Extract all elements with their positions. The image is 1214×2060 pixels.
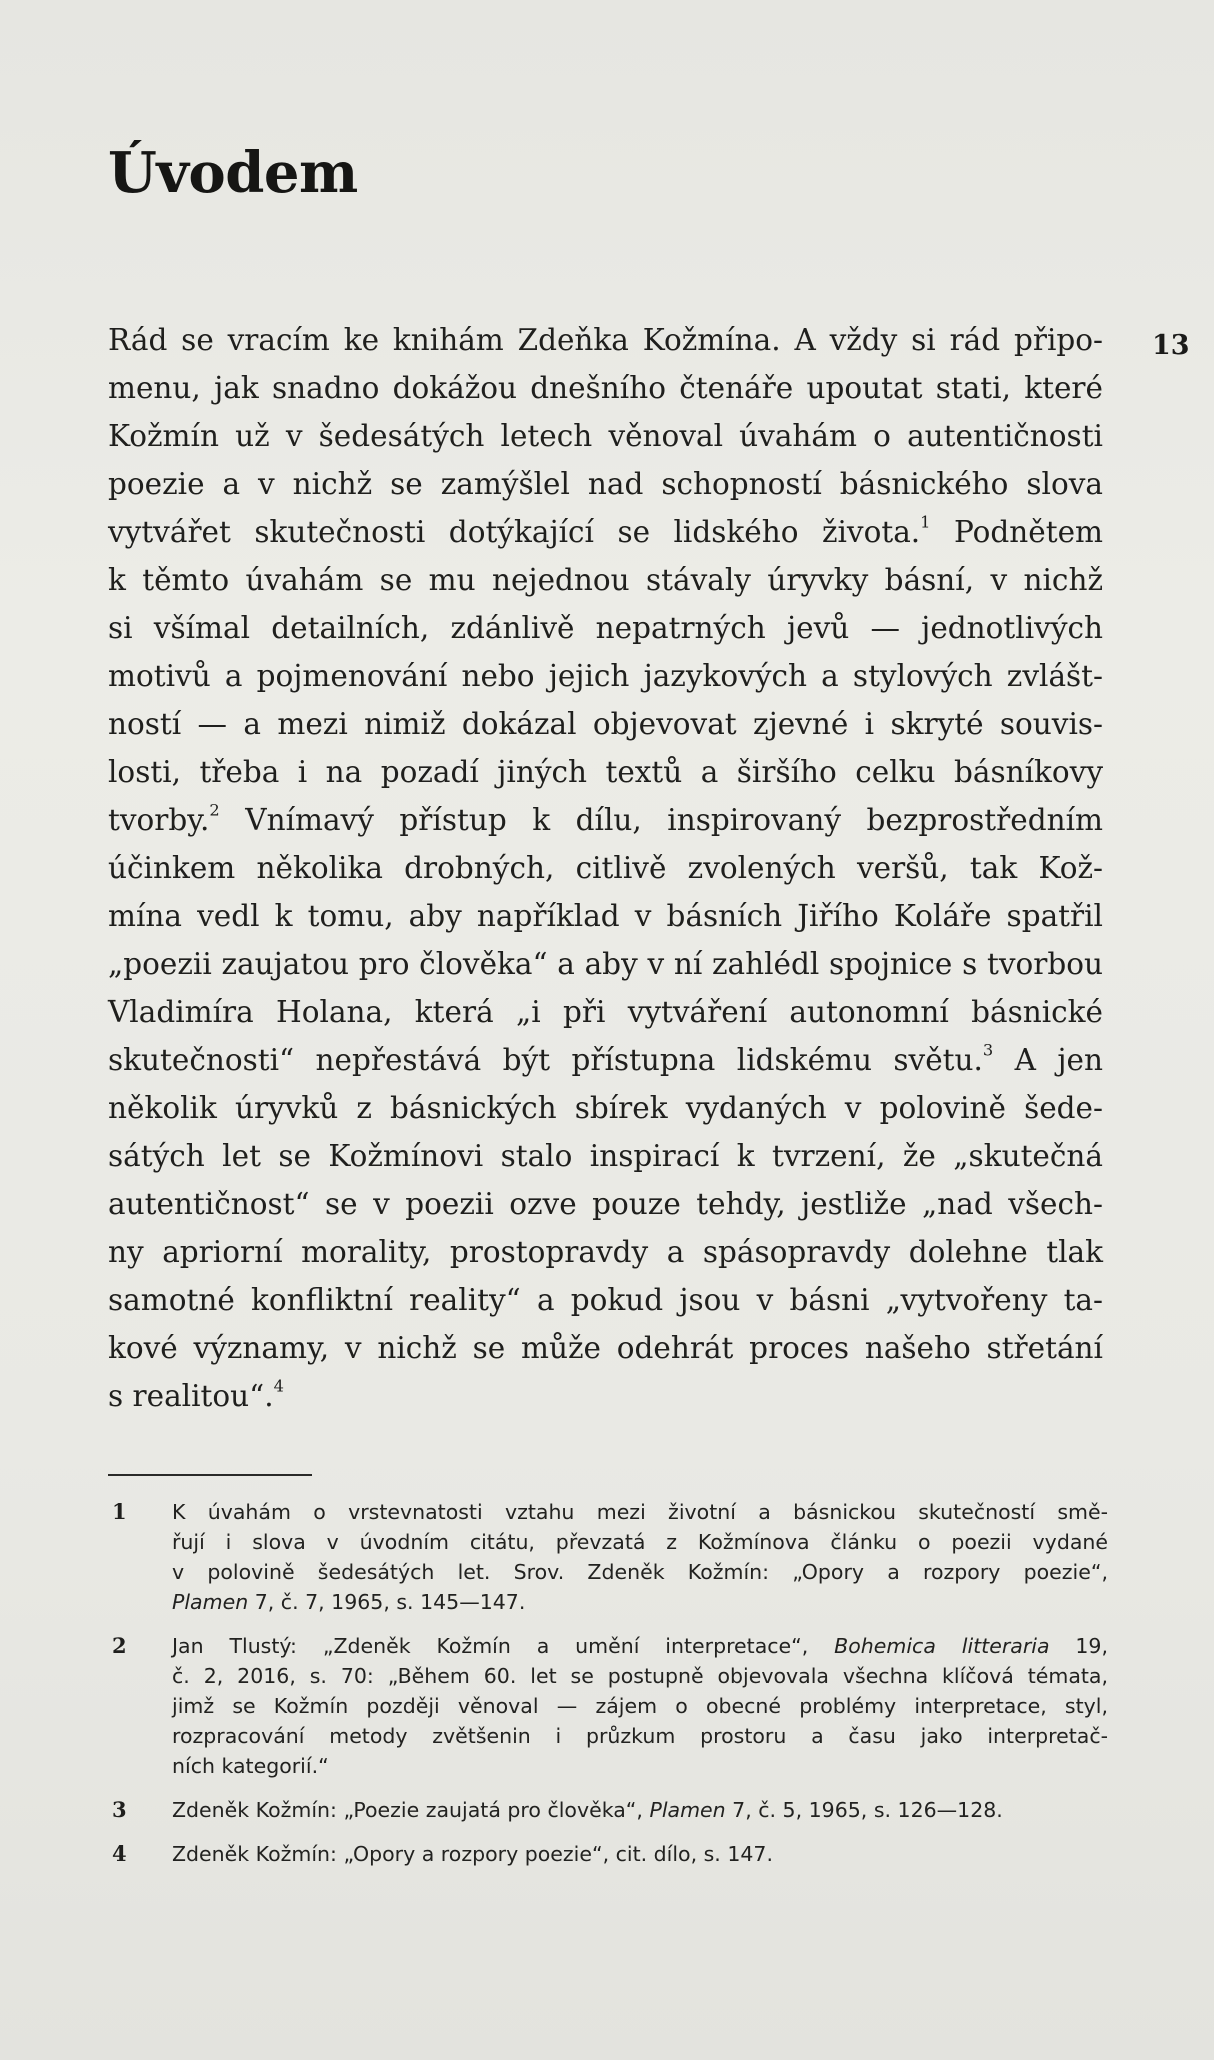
footnote-2: [108, 1631, 1108, 1781]
body-line: si všímal detailních, zdánlivě nepatrných jevů — jednotlivých: [108, 611, 1103, 645]
footnote-ref: 1: [920, 512, 931, 532]
footnote-line: řují i slova v úvodním citátu, převzatá z Kožmínova článku o poezii vydané: [172, 1530, 1108, 1554]
footnote-4: [108, 1839, 1108, 1869]
body-line: s realitou“.$^4$: [108, 1376, 284, 1413]
body-line: ností — a mezi nimiž dokázal objevovat zjevné i skryté souvis-: [108, 707, 1103, 741]
body-line: sátých let se Kožmínovi stalo inspirací k tvrzení, že „skutečná: [108, 1139, 1103, 1173]
footnote-1: [108, 1497, 1108, 1617]
footnote-3: [108, 1795, 1108, 1825]
footnote-number: 2: [112, 1633, 127, 1658]
footnote-line: ních kategorií.“: [172, 1754, 329, 1778]
body-line: účinkem několika drobných, citlivě zvolených veršů, tak Kož-: [108, 851, 1103, 885]
body-line: tvorby.$^2$ Vnímavý přístup k dílu, inspirovaný bezprostředním: [108, 800, 1103, 837]
footnote-separator: [108, 1474, 312, 1476]
body-line: menu, jak snadno dokážou dnešního čtenáře upoutat stati, které: [108, 371, 1103, 405]
body-line: Rád se vracím ke knihám Zdeňka Kožmína. A vždy si rád připo-: [108, 323, 1103, 357]
footnote-line: Zdeněk Kožmín: „Opory a rozpory poezie“, cit. dílo, s. 147.: [172, 1842, 773, 1866]
body-line: Vladimíra Holana, která „i při vytváření autonomní básnické: [108, 995, 1103, 1029]
footnote-ref: 2: [209, 800, 220, 820]
body-line: samotné konfliktní reality“ a pokud jsou v básni „vytvořeny ta-: [108, 1283, 1103, 1317]
journal-title: Bohemica litteraria: [834, 1634, 1050, 1658]
footnote-line: jimž se Kožmín později věnoval — zájem o obecné problémy interpretace, styl,: [172, 1694, 1108, 1718]
journal-title: Plamen: [172, 1590, 249, 1614]
footnote-number: 3: [112, 1797, 127, 1822]
footnote-ref: 4: [273, 1376, 284, 1396]
footnote-number: 1: [112, 1499, 127, 1524]
chapter-title: Úvodem: [108, 140, 358, 206]
footnote-ref: 3: [982, 1040, 994, 1060]
body-line: k těmto úvahám se mu nejednou stávaly úryvky básní, v nichž: [108, 563, 1103, 597]
body-line: Kožmín už v šedesátých letech věnoval úvahám o autentičnosti: [108, 419, 1103, 453]
footnote-line: Jan Tlustý: „Zdeněk Kožmín a umění interpretace“, Bohemica litteraria 19,: [172, 1634, 1108, 1658]
body-text: [108, 316, 1103, 1420]
body-line: kové významy, v nichž se může odehrát proces našeho střetání: [108, 1331, 1103, 1365]
footnote-line: Zdeněk Kožmín: „Poezie zaujatá pro člověka“, Plamen 7, č. 5, 1965, s. 126—128.: [172, 1798, 1003, 1822]
journal-title: Plamen: [649, 1798, 726, 1822]
body-line: ny apriorní morality, prostopravdy a spásopravdy dolehne tlak: [108, 1235, 1103, 1269]
footnote-line: v polovině šedesátých let. Srov. Zdeněk Kožmín: „Opory a rozpory poezie“,: [172, 1560, 1108, 1584]
body-line: „poezii zaujatou pro člověka“ a aby v ní zahlédl spojnice s tvorbou: [108, 947, 1103, 981]
footnote-line: K úvahám o vrstevnatosti vztahu mezi životní a básnickou skutečností smě-: [172, 1500, 1108, 1524]
body-line: autentičnost“ se v poezii ozve pouze tehdy, jestliže „nad všech-: [108, 1187, 1103, 1221]
body-line: motivů a pojmenování nebo jejich jazykových a stylových zvlášt-: [108, 659, 1103, 693]
body-line: mína vedl k tomu, aby například v básních Jiřího Koláře spatřil: [108, 899, 1103, 933]
body-line: vytvářet skutečnosti dotýkající se lidského života.$^1$ Podnětem: [108, 512, 1104, 549]
footnote-line: Plamen 7, č. 7, 1965, s. 145—147.: [172, 1590, 526, 1614]
body-line: poezie a v nichž se zamýšlel nad schopností básnického slova: [108, 467, 1103, 501]
body-line: skutečnosti“ nepřestává být přístupna lidskému světu.$^3$ A jen: [108, 1040, 1103, 1077]
body-line: losti, třeba i na pozadí jiných textů a širšího celku básníkovy: [108, 755, 1103, 789]
footnotes: [108, 1497, 1108, 1883]
body-line: několik úryvků z básnických sbírek vydaných v polovině šede-: [108, 1091, 1103, 1125]
footnote-number: 4: [112, 1841, 127, 1866]
footnote-line: rozpracování metody zvětšenin i průzkum prostoru a času jako interpretač-: [172, 1724, 1108, 1748]
footnote-line: č. 2, 2016, s. 70: „Během 60. let se postupně objevovala všechna klíčová témata,: [172, 1664, 1108, 1688]
page-number: 13: [1152, 330, 1190, 361]
